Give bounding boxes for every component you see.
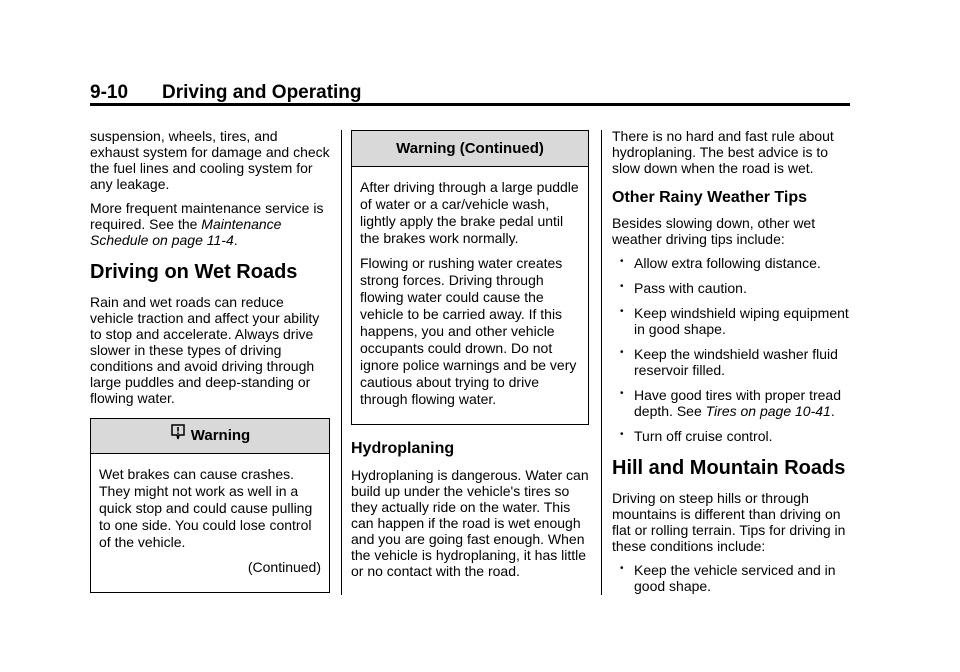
paragraph: Besides slowing down, other wet weather driving tips include: xyxy=(612,215,816,247)
warning-icon xyxy=(170,419,186,453)
section-heading: Hydroplaning xyxy=(351,440,455,457)
paragraph: suspension, wheels, tires, and exhaust system for damage and check the fuel lines and cooling system for any leakage. xyxy=(90,128,330,192)
list-item: • Pass with caution. xyxy=(612,280,852,296)
paragraph: Driving on steep hills or through mountains is different than driving on flat or rolling terrain. Tips for driving in these conditions include: xyxy=(612,490,846,554)
list-item: • Keep the vehicle serviced and in good shape. xyxy=(612,562,852,594)
tips-list xyxy=(612,255,852,444)
warning-box xyxy=(90,418,330,593)
warning-header xyxy=(91,419,329,454)
column-divider-1 xyxy=(341,130,342,595)
list-item: • Keep the windshield washer fluid reservoir filled. xyxy=(612,346,852,378)
section-heading: Driving on Wet Roads xyxy=(90,261,298,283)
column-2 xyxy=(351,130,589,587)
cross-reference-link[interactable]: Tires on page 10-41 xyxy=(705,403,831,419)
warning-text: Flowing or rushing water creates strong forces. Driving through flowing water could cause the vehicle to be carried away. If this happens, you and other vehicle occupants could drown. Do not ignore police warnings and be very cautious about trying to drive through flowing water. xyxy=(360,255,577,407)
paragraph: There is no hard and fast rule about hydroplaning. The best advice is to slow down when the road is wet. xyxy=(612,128,834,176)
list-item: • Keep windshield wiping equipment in good shape. xyxy=(612,305,852,337)
section-heading: Hill and Mountain Roads xyxy=(612,457,846,479)
paragraph: Rain and wet roads can reduce vehicle traction and affect your ability to stop and accelerate. Always drive slower in these types of driving conditions and avoid driving through large puddles and deep-standing or flowing water. xyxy=(90,294,320,406)
page-number: 9-10 xyxy=(90,82,129,103)
paragraph: Hydroplaning is dangerous. Water can build up under the vehicle's tires so they actually ride on the water. This can happen if the road is wet enough and you are going fast enough. When the vehicle is hydroplaning, it has little or no contact with the road. xyxy=(351,467,589,579)
warning-text: After driving through a large puddle of water or a car/vehicle wash, lightly apply the brake pedal until the brakes work normally. xyxy=(360,179,579,246)
page-header xyxy=(90,82,362,104)
list-item: • Turn off cruise control. xyxy=(612,428,852,444)
warning-box-continued xyxy=(351,130,589,425)
warning-text: Wet brakes can cause crashes. They might not work as well in a quick stop and could cause pulling to one side. You could lose control of the vehicle. xyxy=(99,466,313,550)
warning-title: Warning xyxy=(190,427,251,444)
continued-label: (Continued) xyxy=(247,559,321,575)
warning-header: Warning (Continued) xyxy=(352,131,588,167)
subsection-heading: Other Rainy Weather Tips xyxy=(612,189,808,206)
tips-list xyxy=(612,562,852,594)
header-rule xyxy=(90,103,850,106)
cross-reference-link[interactable]: Maintenance Schedule on page 11-4 xyxy=(90,216,282,248)
list-item: • Allow extra following distance. xyxy=(612,255,852,271)
column-divider-2 xyxy=(601,130,602,595)
paragraph: More frequent maintenance service is required. See the Maintenance Schedule on page 11-4. xyxy=(90,200,324,248)
column-1 xyxy=(90,128,330,593)
list-item: • Have good tires with proper tread depth. See Tires on page 10-41. xyxy=(612,387,852,419)
column-3 xyxy=(612,128,852,603)
section-title: Driving and Operating xyxy=(162,82,362,103)
